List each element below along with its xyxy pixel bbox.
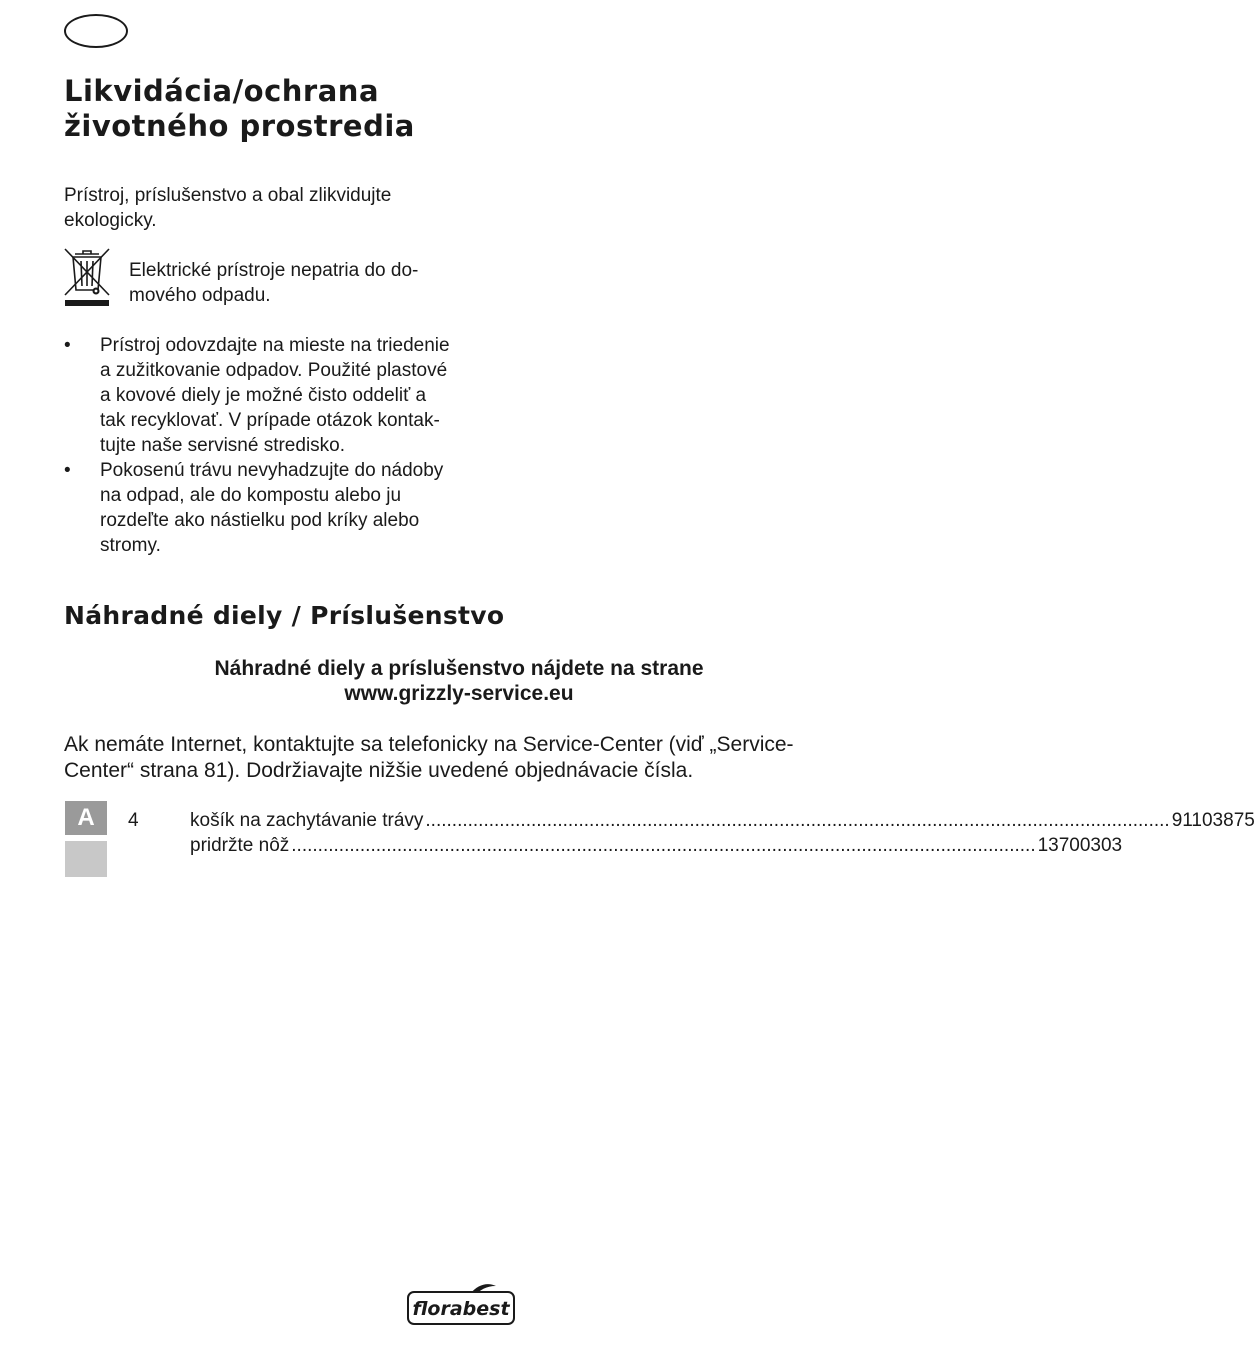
table-row <box>128 808 1255 833</box>
spare-parts-notice <box>64 656 854 706</box>
leader-dots: ............................................................................................................................................. <box>291 835 1036 856</box>
spare-parts-url: www.grizzly-service.eu <box>344 682 574 705</box>
list-item-line: rozdeľte ako nástielku pod kríky alebo <box>100 510 420 531</box>
model-badge: A <box>65 801 107 835</box>
list-item-line: stromy. <box>100 535 161 556</box>
list-item-line: Pokosenú trávu nevyhadzujte do nádoby <box>100 460 444 481</box>
part-name: pridržte nôž <box>190 835 290 856</box>
disposal-heading <box>64 74 415 144</box>
disposal-bullet-list <box>64 333 450 558</box>
spare-parts-list <box>128 808 1255 858</box>
table-row <box>128 833 1123 858</box>
florabest-logo <box>406 1280 516 1328</box>
list-item-line: tujte naše servisné stredisko. <box>100 435 346 456</box>
bullet-icon: • <box>64 335 71 356</box>
list-item-line: na odpad, ale do kompostu alebo ju <box>100 485 402 506</box>
list-item-line: tak recyklovať. V prípade otázok kontak- <box>100 410 440 431</box>
weee-notice-line: Elektrické prístroje nepatria do do- <box>129 260 419 281</box>
spare-parts-paragraph <box>64 732 794 784</box>
list-item-line: Prístroj odovzdajte na mieste na triedenie <box>100 335 450 356</box>
weee-notice-line: mového odpadu. <box>129 285 271 306</box>
disposal-heading-line: životného prostredia <box>64 109 415 143</box>
bullet-icon: • <box>64 460 71 481</box>
disposal-intro-line: ekologicky. <box>64 210 157 231</box>
leader-dots: ............................................................................................................................................. <box>425 810 1170 831</box>
list-item-line: a kovové diely je možné čisto oddeliť a <box>100 385 427 406</box>
svg-text:florabest: florabest <box>412 1298 510 1320</box>
disposal-intro <box>64 183 444 233</box>
spare-parts-paragraph-line: Ak nemáte Internet, kontaktujte sa telefonicky na Service-Center (viď „Service- <box>64 733 794 756</box>
disposal-heading-line: Likvidácia/ochrana <box>64 74 380 108</box>
language-marker-oval <box>64 14 128 48</box>
disposal-intro-line: Prístroj, príslušenstvo a obal zlikvidujte <box>64 185 392 206</box>
list-item <box>64 333 450 458</box>
weee-notice <box>129 258 418 308</box>
spare-parts-heading: Náhradné diely / Príslušenstvo <box>64 601 505 630</box>
list-item-line: a zužitkovanie odpadov. Použité plastové <box>100 360 448 381</box>
spare-parts-paragraph-line: Center“ strana 81). Dodržiavajte nižšie uvedené objednávacie čísla. <box>64 759 694 782</box>
part-name: košík na zachytávanie trávy <box>190 810 424 831</box>
crossed-out-wheelie-bin-icon <box>62 246 112 308</box>
model-badge-blank <box>65 841 107 877</box>
part-order-number: 91103875 <box>1171 810 1255 831</box>
part-order-number: 13700303 <box>1037 835 1123 856</box>
spare-parts-notice-line: Náhradné diely a príslušenstvo nájdete na strane <box>214 657 704 680</box>
list-item <box>64 458 450 558</box>
part-position: 4 <box>128 810 139 831</box>
